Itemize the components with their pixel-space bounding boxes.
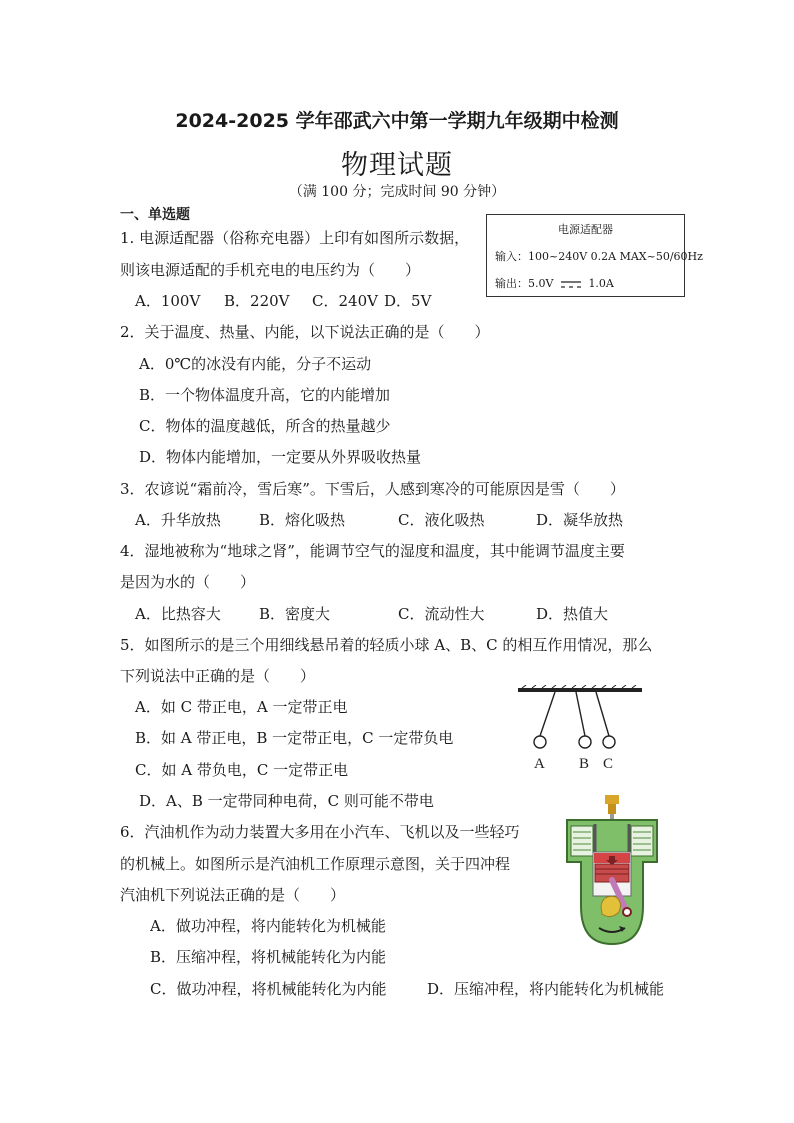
- q5-option-d: D．A、B 一定带同种电荷，C 则可能不带电: [139, 792, 434, 810]
- q4-option-b: B．密度大: [259, 605, 331, 623]
- q3-stem: 3．农谚说“霜前冷，雪后寒”。下雪后，人感到寒冷的可能原因是雪（ ）: [120, 480, 625, 498]
- adapter-input: 输入：100~240V 0.2A MAX~50/60Hz: [495, 250, 703, 263]
- q4-option-d: D．热值大: [536, 605, 609, 623]
- q1-option-b: B．220V: [224, 292, 290, 310]
- gasoline-engine-diagram: [553, 794, 671, 950]
- ball-c-label: C: [603, 756, 614, 772]
- q4-option-c: C．流动性大: [398, 605, 485, 623]
- q5-option-c: C．如 A 带负电，C 一定带正电: [135, 761, 349, 779]
- q1-option-d: D．5V: [384, 292, 432, 310]
- ball-b-label: B: [579, 756, 590, 772]
- thread-c: [596, 692, 609, 736]
- q5-option-a: A．如 C 带正电，A 一定带正电: [135, 698, 348, 716]
- q4-option-a: A．比热容大: [135, 605, 221, 623]
- thread-b: [576, 692, 585, 736]
- section-heading: 一、单选题: [120, 207, 190, 223]
- q5-option-b: B．如 A 带正电，B 一定带正电，C 一定带负电: [135, 729, 454, 747]
- adapter-output: [495, 275, 614, 291]
- q2-option-c: C．物体的温度越低，所含的热量越少: [139, 417, 391, 435]
- q2-stem: 2．关于温度、热量、内能，以下说法正确的是（ ）: [120, 323, 490, 341]
- q6-stem-line3: 汽油机下列说法正确的是（ ）: [120, 886, 346, 904]
- ceiling-bar: [518, 688, 642, 692]
- adapter-output-prefix: 输出：5.0V: [495, 277, 554, 290]
- q3-option-b: B．熔化吸热: [259, 511, 346, 529]
- ball-a-label: A: [534, 756, 545, 772]
- q1-stem-line1: 1. 电源适配器（俗称充电器）上印有如图所示数据，: [120, 229, 470, 247]
- q2-option-a: A．0℃的冰没有内能，分子不运动: [139, 355, 372, 373]
- q6-stem-line1: 6．汽油机作为动力装置大多用在小汽车、飞机以及一些轻巧: [120, 823, 520, 841]
- hanging-balls-diagram: [510, 685, 650, 775]
- adapter-output-suffix: 1.0A: [588, 277, 614, 290]
- intake-port: [571, 826, 593, 856]
- exhaust-port: [631, 826, 653, 856]
- q2-option-b: B．一个物体温度升高，它的内能增加: [139, 386, 391, 404]
- q6-option-c: C．做功冲程，将机械能转化为内能: [150, 980, 387, 998]
- adapter-label-box: [486, 214, 703, 297]
- dc-symbol-icon: [560, 280, 582, 289]
- thread-a: [540, 692, 555, 736]
- exam-note: （满 100 分；完成时间 90 分钟）: [288, 184, 506, 200]
- q4-stem-line1: 4．湿地被称为“地球之肾”，能调节空气的湿度和温度，其中能调节温度主要: [120, 542, 625, 560]
- ball-b: [579, 736, 591, 748]
- q3-option-c: C．液化吸热: [398, 511, 485, 529]
- ceiling-hatch: [522, 685, 636, 688]
- ball-a: [534, 736, 546, 748]
- q5-stem-line1: 5．如图所示的是三个用细线悬吊着的轻质小球 A、B、C 的相互作用情况，那么: [120, 636, 653, 654]
- q3-option-a: A．升华放热: [135, 511, 221, 529]
- adapter-title: 电源适配器: [558, 223, 613, 236]
- q1-option-a: A．100V: [135, 292, 201, 310]
- q3-option-d: D．凝华放热: [536, 511, 624, 529]
- q2-option-d: D．物体内能增加，一定要从外界吸收热量: [139, 448, 422, 466]
- q6-option-b: B．压缩冲程，将机械能转化为内能: [150, 948, 387, 966]
- q1-option-c: C．240V: [312, 292, 378, 310]
- q1-stem-line2: 则该电源适配的手机充电的电压约为（ ）: [120, 261, 421, 279]
- q4-stem-line2: 是因为水的（ ）: [120, 573, 256, 591]
- subject-title: 物理试题: [341, 150, 453, 181]
- q5-stem-line2: 下列说法中正确的是（ ）: [120, 667, 316, 685]
- ball-c: [603, 736, 615, 748]
- crank-pin: [623, 908, 631, 916]
- q6-option-d: D．压缩冲程，将内能转化为机械能: [427, 980, 665, 998]
- q6-option-a: A．做功冲程，将内能转化为机械能: [150, 917, 386, 935]
- exam-title: 2024-2025 学年邵武六中第一学期九年级期中检测: [175, 110, 619, 132]
- crank-counterweight: [601, 896, 620, 916]
- q6-stem-line2: 的机械上。如图所示是汽油机工作原理示意图，关于四冲程: [120, 855, 511, 873]
